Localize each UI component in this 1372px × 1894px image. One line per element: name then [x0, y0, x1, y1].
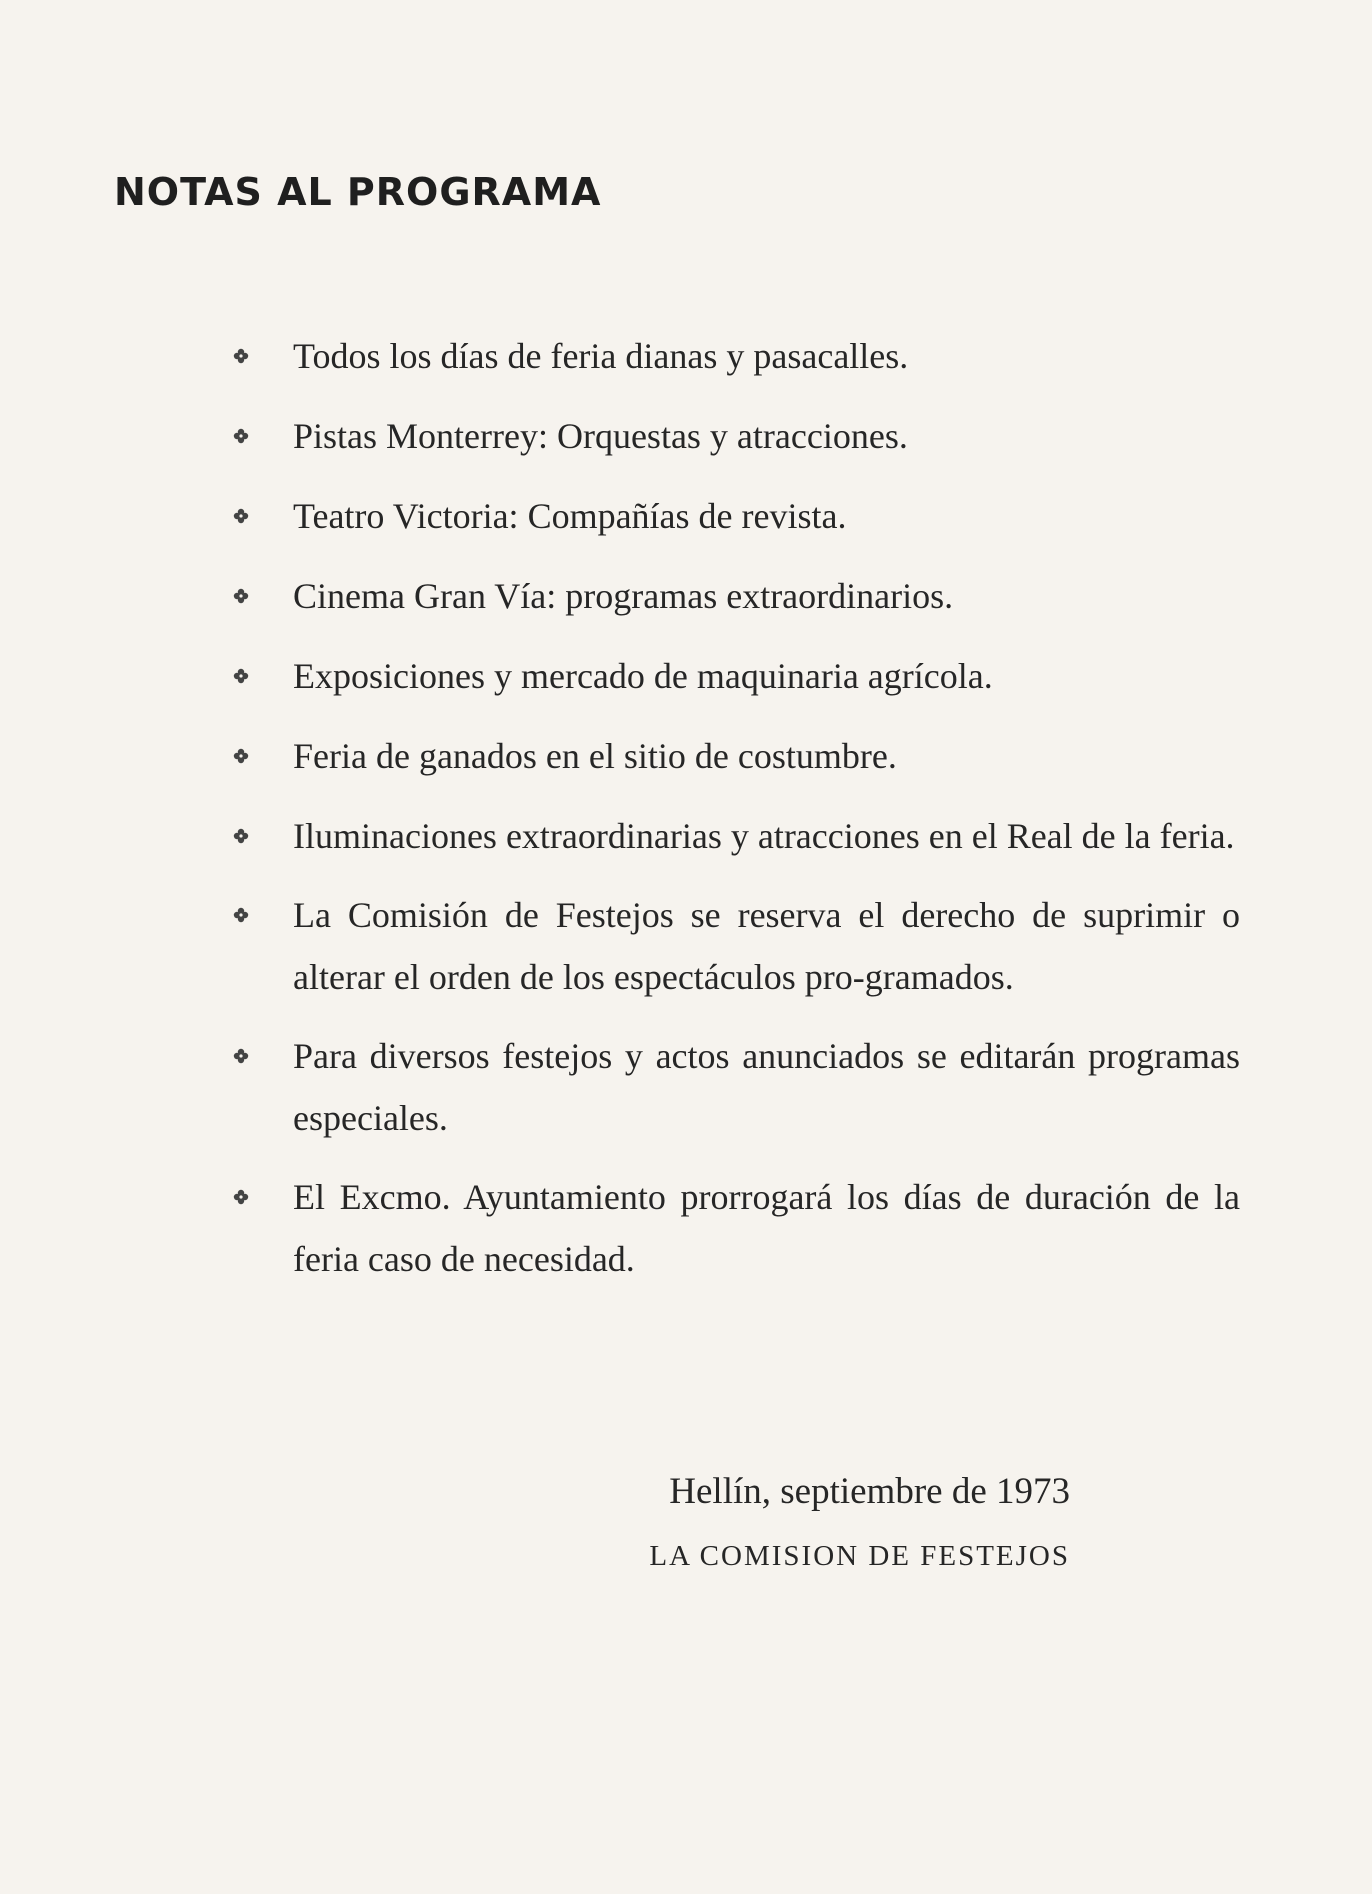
clover-ornament-icon	[230, 1025, 252, 1087]
clover-ornament-icon	[230, 725, 252, 787]
closing-date-line: Hellín, septiembre de 1973	[669, 1471, 1070, 1512]
note-text: La Comisión de Festejos se reserva el derecho de suprimir o alterar el orden de los espectáculos pro-gramados.	[293, 895, 1240, 997]
note-text: Para diversos festejos y actos anunciados se editarán programas especiales.	[293, 1036, 1240, 1138]
clover-ornament-icon	[230, 805, 252, 867]
note-item	[230, 485, 1240, 547]
note-text: Iluminaciones extraordinarias y atracciones en el Real de la feria.	[293, 816, 1235, 856]
note-item	[230, 1166, 1240, 1290]
clover-ornament-icon	[230, 645, 252, 707]
note-item	[230, 645, 1240, 707]
note-item	[230, 565, 1240, 627]
note-text: Teatro Victoria: Compañías de revista.	[293, 496, 847, 536]
note-text: Cinema Gran Vía: programas extraordinarios.	[293, 576, 954, 616]
clover-ornament-icon	[230, 405, 252, 467]
note-item	[230, 405, 1240, 467]
note-item	[230, 1025, 1240, 1149]
page-title: NOTAS AL PROGRAMA	[114, 170, 602, 214]
note-text: El Excmo. Ayuntamiento prorrogará los días de duración de la feria caso de necesidad.	[293, 1177, 1240, 1279]
clover-ornament-icon	[230, 884, 252, 946]
note-item	[230, 325, 1240, 387]
note-item	[230, 725, 1240, 787]
note-text: Pistas Monterrey: Orquestas y atracciones.	[293, 416, 908, 456]
note-item	[230, 805, 1240, 867]
clover-ornament-icon	[230, 1166, 252, 1228]
clover-ornament-icon	[230, 485, 252, 547]
note-item	[230, 884, 1240, 1008]
clover-ornament-icon	[230, 325, 252, 387]
note-text: Todos los días de feria dianas y pasacalles.	[293, 336, 909, 376]
closing-signature: LA COMISION DE FESTEJOS	[649, 1540, 1070, 1572]
note-text: Feria de ganados en el sitio de costumbre.	[293, 736, 897, 776]
notes-list	[230, 325, 1240, 1307]
clover-ornament-icon	[230, 565, 252, 627]
note-text: Exposiciones y mercado de maquinaria agrícola.	[293, 656, 993, 696]
